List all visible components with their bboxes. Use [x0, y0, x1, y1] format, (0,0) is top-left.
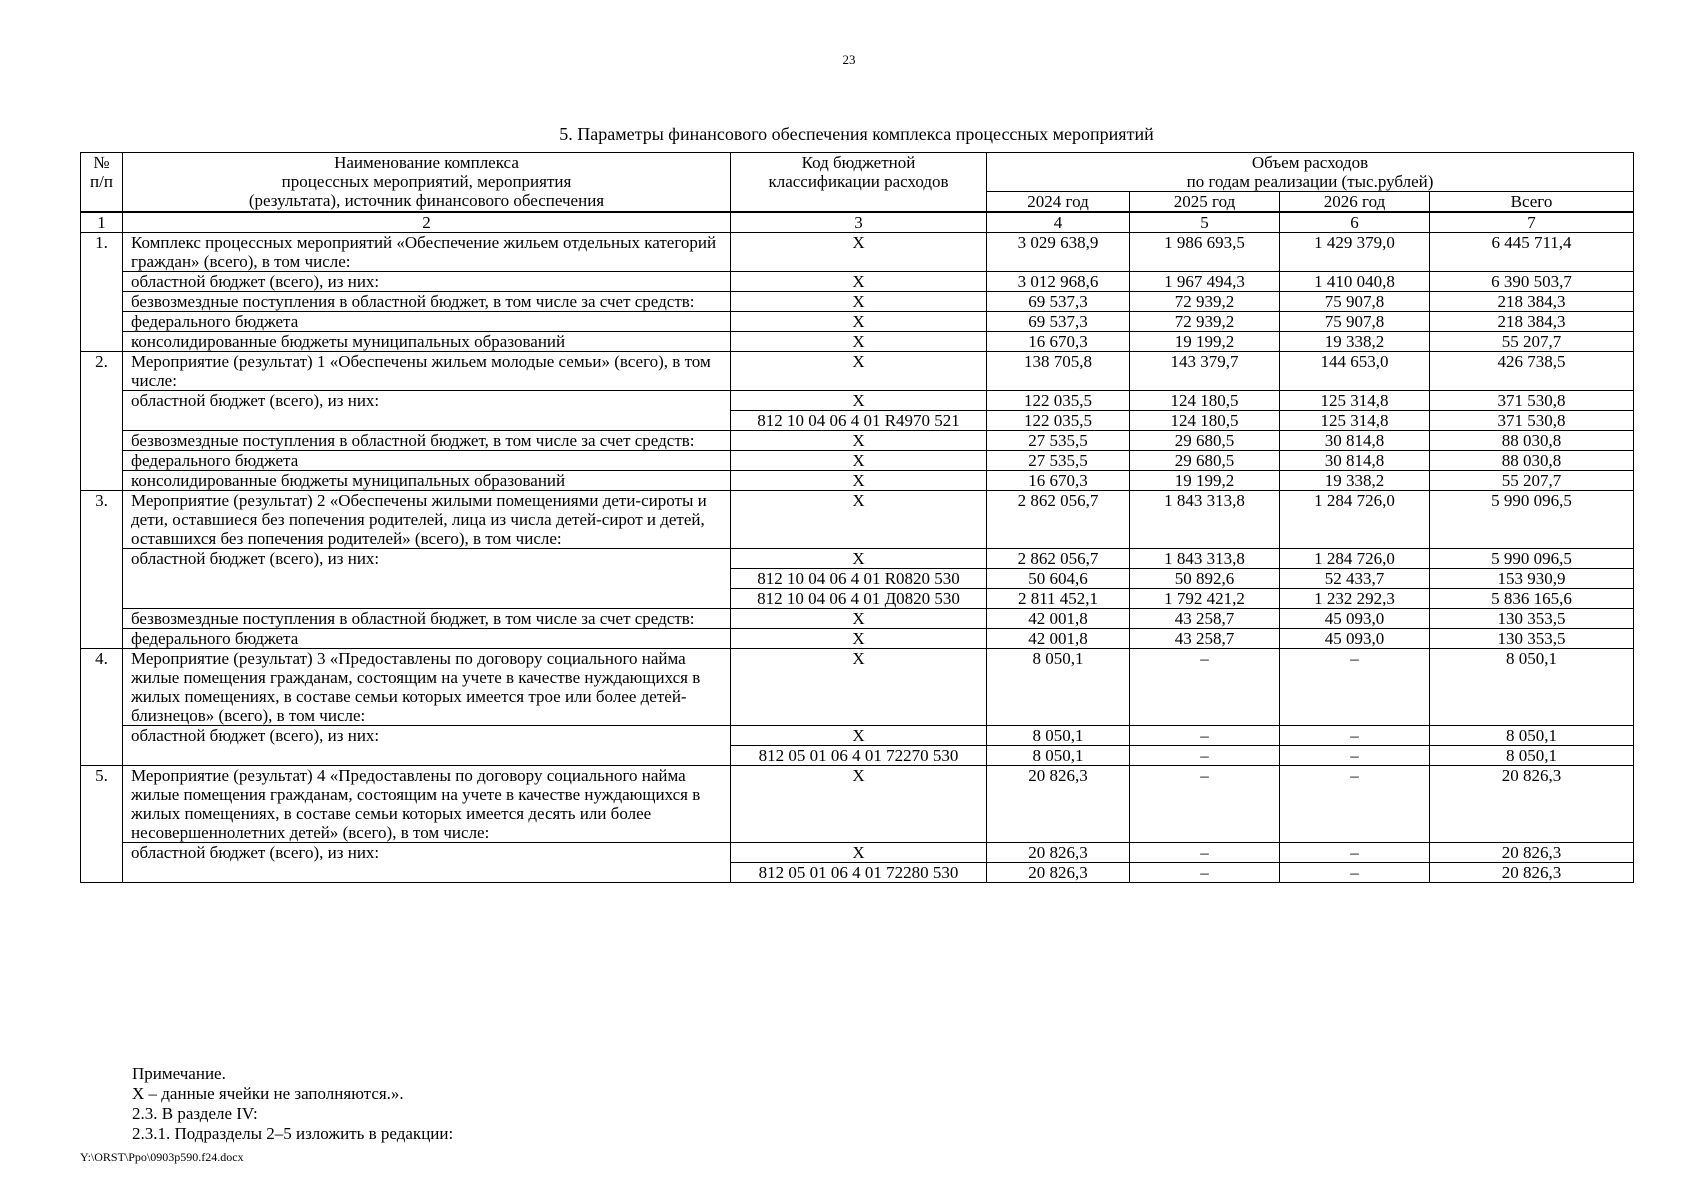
- row-number: 5.: [81, 766, 123, 883]
- row-v2025: 43 258,7: [1130, 629, 1280, 649]
- row-code: Х: [731, 312, 987, 332]
- row-number: 2.: [81, 352, 123, 491]
- row-code: Х: [731, 391, 987, 411]
- row-number: 3.: [81, 491, 123, 649]
- row-v2026: 30 814,8: [1280, 431, 1430, 451]
- row-code: 812 05 01 06 4 01 72280 530: [731, 863, 987, 883]
- table-row: [81, 471, 1634, 491]
- row-v2025: 29 680,5: [1130, 431, 1280, 451]
- row-name: Комплекс процессных мероприятий «Обеспечение жильем отдельных категорий граждан» (всего), в том числе:: [123, 233, 731, 272]
- table-row: [81, 609, 1634, 629]
- row-name: областной бюджет (всего), из них:: [123, 391, 731, 431]
- header-col-number: 1: [81, 212, 123, 233]
- row-total: 20 826,3: [1430, 843, 1634, 863]
- row-v2024: 42 001,8: [987, 609, 1130, 629]
- row-code: Х: [731, 549, 987, 569]
- row-v2025: 72 939,2: [1130, 312, 1280, 332]
- row-name: областной бюджет (всего), из них:: [123, 549, 731, 609]
- header-name-line: Наименование комплекса: [334, 153, 519, 172]
- row-v2026: 45 093,0: [1280, 609, 1430, 629]
- row-code: Х: [731, 272, 987, 292]
- row-name: Мероприятие (результат) 3 «Предоставлены по договору социального найма жилые помещения гражданам, состоящим на учете в качестве нуждающихся в жилых помещениях, в составе семьи которых имеется трое или более детей-близнецов» (всего), в том числе:: [123, 649, 731, 726]
- table-row: [81, 391, 1634, 411]
- row-v2026: 75 907,8: [1280, 312, 1430, 332]
- header-volume-line: по годам реализации (тыс.рублей): [1186, 172, 1434, 191]
- row-code: Х: [731, 609, 987, 629]
- row-v2025: 124 180,5: [1130, 391, 1280, 411]
- row-v2026: 125 314,8: [1280, 391, 1430, 411]
- row-code: Х: [731, 766, 987, 843]
- row-v2026: –: [1280, 766, 1430, 843]
- row-code: Х: [731, 233, 987, 272]
- note-line: Примечание.: [132, 1064, 226, 1083]
- row-v2024: 2 862 056,7: [987, 491, 1130, 549]
- row-name: областной бюджет (всего), из них:: [123, 843, 731, 883]
- row-name: безвозмездные поступления в областной бюджет, в том числе за счет средств:: [123, 292, 731, 312]
- table-row: [81, 491, 1634, 549]
- row-code: Х: [731, 451, 987, 471]
- row-total: 88 030,8: [1430, 451, 1634, 471]
- row-v2024: 20 826,3: [987, 843, 1130, 863]
- row-v2026: 45 093,0: [1280, 629, 1430, 649]
- row-v2026: 144 653,0: [1280, 352, 1430, 391]
- row-total: 371 530,8: [1430, 411, 1634, 431]
- row-code: 812 05 01 06 4 01 72270 530: [731, 746, 987, 766]
- row-name: областной бюджет (всего), из них:: [123, 272, 731, 292]
- table-row: [81, 272, 1634, 292]
- row-code: Х: [731, 491, 987, 549]
- row-v2026: 125 314,8: [1280, 411, 1430, 431]
- header-volume: [987, 153, 1634, 192]
- row-total: 5 990 096,5: [1430, 491, 1634, 549]
- table-row: [81, 233, 1634, 272]
- row-v2024: 42 001,8: [987, 629, 1130, 649]
- table-row: [81, 332, 1634, 352]
- row-v2025: –: [1130, 726, 1280, 746]
- row-total: 20 826,3: [1430, 863, 1634, 883]
- page-number: 23: [842, 52, 856, 67]
- row-name: областной бюджет (всего), из них:: [123, 726, 731, 766]
- row-v2026: –: [1280, 843, 1430, 863]
- row-code: Х: [731, 431, 987, 451]
- header-col-number: 6: [1280, 212, 1430, 233]
- header-code-line: Код бюджетной: [801, 153, 916, 172]
- row-v2025: 1 792 421,2: [1130, 589, 1280, 609]
- row-name: Мероприятие (результат) 4 «Предоставлены по договору социального найма жилые помещения гражданам, состоящим на учете в качестве нуждающихся в жилых помещениях, в составе семьи которых имеется десять или более несовершеннолетних детей» (всего), в том числе:: [123, 766, 731, 843]
- row-v2026: 1 410 040,8: [1280, 272, 1430, 292]
- row-total: 218 384,3: [1430, 292, 1634, 312]
- row-name: федерального бюджета: [123, 312, 731, 332]
- row-v2024: 2 862 056,7: [987, 549, 1130, 569]
- row-v2025: 143 379,7: [1130, 352, 1280, 391]
- row-total: 426 738,5: [1430, 352, 1634, 391]
- row-total: 8 050,1: [1430, 746, 1634, 766]
- row-number: 1.: [81, 233, 123, 352]
- row-v2024: 16 670,3: [987, 471, 1130, 491]
- row-v2025: –: [1130, 843, 1280, 863]
- row-v2025: 1 843 313,8: [1130, 491, 1280, 549]
- row-code: Х: [731, 629, 987, 649]
- row-v2025: 19 199,2: [1130, 471, 1280, 491]
- file-path: Y:\ORST\Ppo\0903p590.f24.docx: [80, 1150, 244, 1164]
- note-line: 2.3. В разделе IV:: [132, 1104, 258, 1123]
- row-total: 5 990 096,5: [1430, 549, 1634, 569]
- row-v2025: 43 258,7: [1130, 609, 1280, 629]
- note-line: Х – данные ячейки не заполняются.».: [132, 1084, 404, 1103]
- row-total: 55 207,7: [1430, 471, 1634, 491]
- header-col-number: 2: [123, 212, 731, 233]
- row-code: Х: [731, 471, 987, 491]
- row-v2026: 1 232 292,3: [1280, 589, 1430, 609]
- row-total: 130 353,5: [1430, 609, 1634, 629]
- table-row: [81, 451, 1634, 471]
- row-v2026: –: [1280, 649, 1430, 726]
- header-col-number: 4: [987, 212, 1130, 233]
- row-v2024: 3 012 968,6: [987, 272, 1130, 292]
- row-v2024: 122 035,5: [987, 411, 1130, 431]
- row-v2026: 19 338,2: [1280, 332, 1430, 352]
- row-v2024: 3 029 638,9: [987, 233, 1130, 272]
- row-name: Мероприятие (результат) 1 «Обеспечены жильем молодые семьи» (всего), в том числе:: [123, 352, 731, 391]
- row-code: Х: [731, 332, 987, 352]
- row-v2025: –: [1130, 766, 1280, 843]
- header-year-2026: 2026 год: [1280, 192, 1430, 213]
- row-v2025: 1 986 693,5: [1130, 233, 1280, 272]
- row-v2026: 1 284 726,0: [1280, 549, 1430, 569]
- header-code: [731, 153, 987, 213]
- row-total: 6 390 503,7: [1430, 272, 1634, 292]
- row-code: Х: [731, 292, 987, 312]
- row-total: 371 530,8: [1430, 391, 1634, 411]
- row-v2025: 1 967 494,3: [1130, 272, 1280, 292]
- row-code: Х: [731, 843, 987, 863]
- row-v2024: 2 811 452,1: [987, 589, 1130, 609]
- table-row: [81, 312, 1634, 332]
- row-v2024: 20 826,3: [987, 863, 1130, 883]
- table-body: [81, 233, 1634, 883]
- table-row: [81, 726, 1634, 746]
- header-name-line: процессных мероприятий, мероприятия: [281, 172, 572, 191]
- row-v2026: 52 433,7: [1280, 569, 1430, 589]
- row-v2026: –: [1280, 726, 1430, 746]
- header-year-2025: 2025 год: [1130, 192, 1280, 213]
- row-total: 5 836 165,6: [1430, 589, 1634, 609]
- row-v2025: –: [1130, 746, 1280, 766]
- row-v2025: 50 892,6: [1130, 569, 1280, 589]
- row-v2024: 8 050,1: [987, 746, 1130, 766]
- header-year-2024: 2024 год: [987, 192, 1130, 213]
- table-row: [81, 766, 1634, 843]
- row-v2024: 8 050,1: [987, 649, 1130, 726]
- header-num: № п/п: [81, 153, 123, 213]
- table-row: [81, 292, 1634, 312]
- row-v2025: 19 199,2: [1130, 332, 1280, 352]
- header-volume-line: Объем расходов: [1251, 153, 1369, 172]
- header-col-number: 3: [731, 212, 987, 233]
- header-code-line: классификации расходов: [768, 172, 949, 191]
- row-total: 8 050,1: [1430, 726, 1634, 746]
- row-total: 55 207,7: [1430, 332, 1634, 352]
- row-v2024: 27 535,5: [987, 431, 1130, 451]
- row-v2025: 72 939,2: [1130, 292, 1280, 312]
- row-v2024: 50 604,6: [987, 569, 1130, 589]
- row-code: 812 10 04 06 4 01 Д0820 530: [731, 589, 987, 609]
- row-v2025: 1 843 313,8: [1130, 549, 1280, 569]
- row-v2025: –: [1130, 649, 1280, 726]
- row-v2025: 29 680,5: [1130, 451, 1280, 471]
- row-v2024: 8 050,1: [987, 726, 1130, 746]
- row-v2025: –: [1130, 863, 1280, 883]
- row-name: безвозмездные поступления в областной бюджет, в том числе за счет средств:: [123, 431, 731, 451]
- row-v2026: –: [1280, 746, 1430, 766]
- row-total: 130 353,5: [1430, 629, 1634, 649]
- row-code: 812 10 04 06 4 01 R0820 530: [731, 569, 987, 589]
- row-v2025: 124 180,5: [1130, 411, 1280, 431]
- row-name: Мероприятие (результат) 2 «Обеспечены жилыми помещениями дети-сироты и дети, оставшиеся без попечения родителей, лица из числа детей-сирот и детей, оставшихся без попечения родителей» (всего), в том числе:: [123, 491, 731, 549]
- row-name: безвозмездные поступления в областной бюджет, в том числе за счет средств:: [123, 609, 731, 629]
- row-name: федерального бюджета: [123, 451, 731, 471]
- table-row: [81, 431, 1634, 451]
- table-title: 5. Параметры финансового обеспечения комплекса процессных мероприятий: [559, 124, 1154, 144]
- notes: [132, 1064, 453, 1144]
- row-v2024: 122 035,5: [987, 391, 1130, 411]
- row-total: 8 050,1: [1430, 649, 1634, 726]
- row-v2026: 1 284 726,0: [1280, 491, 1430, 549]
- header-col-number: 5: [1130, 212, 1280, 233]
- row-v2024: 16 670,3: [987, 332, 1130, 352]
- header-name: [123, 153, 731, 213]
- table-row: [81, 549, 1634, 569]
- row-v2026: 1 429 379,0: [1280, 233, 1430, 272]
- table-row: [81, 629, 1634, 649]
- finance-table: [80, 152, 1634, 883]
- header-name-line: (результата), источник финансового обеспечения: [248, 191, 605, 210]
- row-name: консолидированные бюджеты муниципальных образований: [123, 332, 731, 352]
- header-total: Всего: [1430, 192, 1634, 213]
- row-v2026: 30 814,8: [1280, 451, 1430, 471]
- row-v2026: 19 338,2: [1280, 471, 1430, 491]
- table-row: [81, 843, 1634, 863]
- row-total: 20 826,3: [1430, 766, 1634, 843]
- row-v2024: 20 826,3: [987, 766, 1130, 843]
- row-v2024: 69 537,3: [987, 312, 1130, 332]
- row-v2024: 138 705,8: [987, 352, 1130, 391]
- row-name: федерального бюджета: [123, 629, 731, 649]
- row-code: 812 10 04 06 4 01 R4970 521: [731, 411, 987, 431]
- row-total: 153 930,9: [1430, 569, 1634, 589]
- row-number: 4.: [81, 649, 123, 766]
- row-v2024: 69 537,3: [987, 292, 1130, 312]
- row-v2026: 75 907,8: [1280, 292, 1430, 312]
- row-v2024: 27 535,5: [987, 451, 1130, 471]
- table-row: [81, 352, 1634, 391]
- row-v2026: –: [1280, 863, 1430, 883]
- row-total: 218 384,3: [1430, 312, 1634, 332]
- row-code: Х: [731, 352, 987, 391]
- row-code: Х: [731, 649, 987, 726]
- row-name: консолидированные бюджеты муниципальных образований: [123, 471, 731, 491]
- table-row: [81, 649, 1634, 726]
- row-total: 88 030,8: [1430, 431, 1634, 451]
- row-code: Х: [731, 726, 987, 746]
- note-line: 2.3.1. Подразделы 2–5 изложить в редакции:: [132, 1124, 454, 1143]
- row-total: 6 445 711,4: [1430, 233, 1634, 272]
- header-col-number: 7: [1430, 212, 1634, 233]
